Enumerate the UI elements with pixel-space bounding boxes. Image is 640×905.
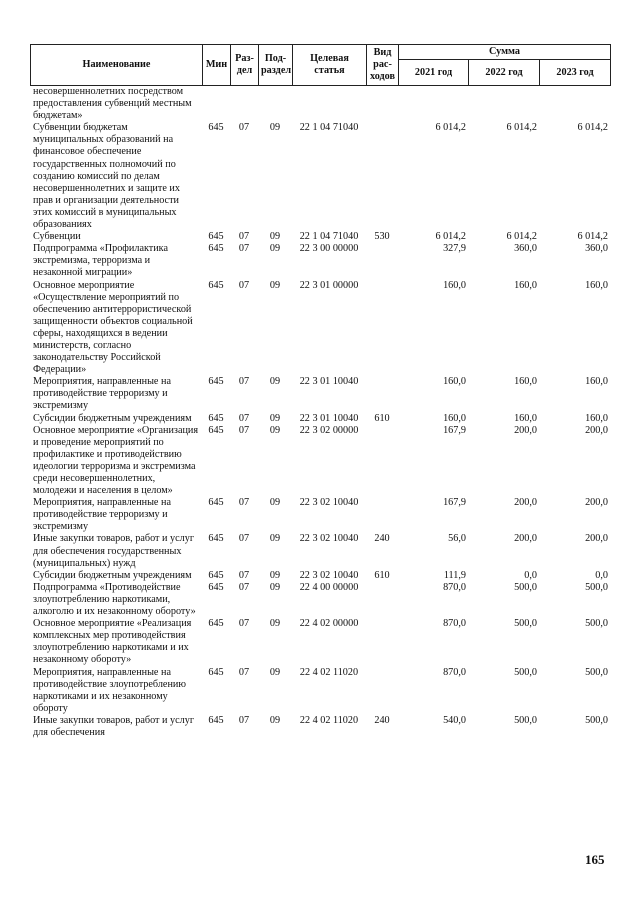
row-sum-2023 <box>539 86 610 122</box>
row-vid: 610 <box>374 412 390 424</box>
row-razdel: 07 <box>238 533 250 545</box>
row-razdel: 07 <box>238 714 250 726</box>
row-name: Мероприятия, направленные на противодействие терроризму и экстремизму <box>33 376 171 412</box>
row-min: 645 <box>208 581 224 593</box>
row-sum-2021: 6 014,2 <box>435 122 466 134</box>
row-razdel: 07 <box>238 122 250 134</box>
col-vid-header: Вид рас- ходов <box>367 45 399 86</box>
row-target: 22 4 00 00000 <box>299 581 359 593</box>
col-name-header: Наименование <box>31 45 203 86</box>
row-podrazdel: 09 <box>269 231 281 243</box>
row-sum-2022: 6 014,2 <box>506 122 537 134</box>
table-row <box>30 618 610 666</box>
row-podrazdel: 09 <box>269 581 281 593</box>
row-name: Иные закупки товаров, работ и услуг для обеспечения государственных (муниципальных) нужд <box>33 533 194 569</box>
row-min <box>202 86 230 122</box>
row-sum-2022: 500,0 <box>514 714 537 726</box>
row-vid <box>366 122 398 231</box>
row-sum-2021: 160,0 <box>443 412 466 424</box>
row-razdel <box>230 86 258 122</box>
row-sum-2022: 160,0 <box>514 412 537 424</box>
row-name: Иные закупки товаров, работ и услуг для обеспечения <box>33 714 194 738</box>
row-sum-2021: 56,0 <box>448 533 466 545</box>
row-razdel: 07 <box>238 412 250 424</box>
row-vid <box>366 425 398 498</box>
row-vid: 530 <box>374 231 390 243</box>
table-row <box>30 122 610 231</box>
table-row <box>30 243 610 279</box>
col-2022-header: 2022 год <box>469 60 540 86</box>
row-vid <box>366 86 398 122</box>
row-podrazdel: 09 <box>269 243 281 255</box>
row-sum-2023: 360,0 <box>585 243 608 255</box>
row-sum-2021: 870,0 <box>443 666 466 678</box>
row-sum-2022: 160,0 <box>514 376 537 388</box>
row-podrazdel: 09 <box>269 618 281 630</box>
row-sum-2022: 500,0 <box>514 666 537 678</box>
row-target: 22 4 02 11020 <box>299 714 359 726</box>
row-target: 22 3 02 10040 <box>299 497 359 509</box>
row-target: 22 3 02 10040 <box>299 533 359 545</box>
row-name: Основное мероприятие «Осуществление мероприятий по обеспечению антитеррористической защищенности объектов социальной сферы, находящихся в ведении министерств, согласно законодательству Российской Федерации» <box>33 279 193 376</box>
row-target: 22 1 04 71040 <box>299 231 359 243</box>
row-razdel: 07 <box>238 376 250 388</box>
row-target: 22 4 02 11020 <box>299 666 359 678</box>
row-vid <box>366 618 398 666</box>
row-podrazdel: 09 <box>269 569 281 581</box>
row-target: 22 3 00 00000 <box>299 243 359 255</box>
row-min: 645 <box>208 497 224 509</box>
row-sum-2023: 200,0 <box>585 424 608 436</box>
row-min: 645 <box>208 231 224 243</box>
row-vid <box>366 582 398 618</box>
page-number: 165 <box>585 852 605 867</box>
col-summa-header: Сумма <box>399 45 611 60</box>
row-sum-2022: 500,0 <box>514 618 537 630</box>
row-vid <box>366 376 398 412</box>
col-target-header: Целевая статья <box>293 45 367 86</box>
row-sum-2022: 160,0 <box>514 279 537 291</box>
row-sum-2022: 0,0 <box>524 569 537 581</box>
row-podrazdel: 09 <box>269 714 281 726</box>
row-name: Субвенции бюджетам муниципальных образований на финансовое обеспечение государственных полномочий по созданию комиссий по делам несовершеннолетних и защите их прав и организации деятельности этих комиссий в муниципальных образованиях <box>33 122 180 231</box>
row-name: Основное мероприятие «Организация и проведение мероприятий по профилактике и противодействию идеологии терроризма и экстремизма среди несовершеннолетних, молодежи и населения в целом» <box>33 424 199 497</box>
row-sum-2022: 200,0 <box>514 497 537 509</box>
table-row <box>30 86 610 122</box>
row-podrazdel: 09 <box>269 122 281 134</box>
table-row <box>30 533 610 569</box>
row-razdel: 07 <box>238 569 250 581</box>
row-min: 645 <box>208 376 224 388</box>
row-sum-2021: 167,9 <box>443 424 466 436</box>
row-podrazdel: 09 <box>269 279 281 291</box>
row-vid <box>366 497 398 533</box>
row-sum-2022: 6 014,2 <box>506 231 537 243</box>
row-podrazdel: 09 <box>269 376 281 388</box>
row-sum-2021: 870,0 <box>443 618 466 630</box>
row-sum-2023: 160,0 <box>585 279 608 291</box>
row-name: Субсидии бюджетным учреждениям <box>33 412 192 424</box>
row-name: Субвенции <box>33 231 81 243</box>
row-min: 645 <box>208 412 224 424</box>
row-sum-2021: 6 014,2 <box>435 231 466 243</box>
row-min: 645 <box>208 279 224 291</box>
table-row <box>30 497 610 533</box>
col-razdel-header: Раз- дел <box>231 45 259 86</box>
table-row <box>30 280 610 377</box>
row-target: 22 3 02 00000 <box>299 424 359 436</box>
row-podrazdel: 09 <box>269 497 281 509</box>
row-target: 22 3 02 10040 <box>299 569 359 581</box>
row-vid: 610 <box>374 569 390 581</box>
row-min: 645 <box>208 666 224 678</box>
row-sum-2021: 160,0 <box>443 279 466 291</box>
row-name: Подпрограмма «Профилактика экстремизма, терроризма и незаконной миграции» <box>33 243 168 279</box>
row-min: 645 <box>208 424 224 436</box>
row-razdel: 07 <box>238 243 250 255</box>
row-sum-2023: 500,0 <box>585 666 608 678</box>
row-min: 645 <box>208 618 224 630</box>
row-sum-2021: 870,0 <box>443 581 466 593</box>
row-target: 22 4 02 00000 <box>299 618 359 630</box>
row-target: 22 1 04 71040 <box>299 122 359 134</box>
row-sum-2023: 6 014,2 <box>577 231 608 243</box>
row-min: 645 <box>208 243 224 255</box>
row-sum-2022: 360,0 <box>514 243 537 255</box>
table-body <box>30 86 610 739</box>
row-sum-2021: 167,9 <box>443 497 466 509</box>
row-sum-2021: 160,0 <box>443 376 466 388</box>
table-row <box>30 715 610 739</box>
row-name: Мероприятия, направленные на противодействие злоупотреблению наркотиками и их незаконному обороту <box>33 666 186 714</box>
table-header <box>30 44 611 86</box>
row-name: Мероприятия, направленные на противодействие терроризму и экстремизму <box>33 497 171 533</box>
row-vid: 240 <box>374 533 390 545</box>
table-row <box>30 667 610 715</box>
row-vid: 240 <box>374 714 390 726</box>
row-sum-2023: 500,0 <box>585 618 608 630</box>
row-sum-2021: 327,9 <box>443 243 466 255</box>
col-podrazdel-header: Под- раздел <box>259 45 293 86</box>
row-min: 645 <box>208 533 224 545</box>
row-min: 645 <box>208 569 224 581</box>
table-row <box>30 582 610 618</box>
row-podrazdel <box>258 86 292 122</box>
row-sum-2021 <box>398 86 468 122</box>
budget-table <box>30 44 610 739</box>
row-razdel: 07 <box>238 618 250 630</box>
row-sum-2023: 500,0 <box>585 581 608 593</box>
row-sum-2023: 500,0 <box>585 714 608 726</box>
row-vid <box>366 667 398 715</box>
row-target: 22 3 01 00000 <box>299 279 359 291</box>
row-podrazdel: 09 <box>269 424 281 436</box>
row-razdel: 07 <box>238 231 250 243</box>
col-2023-header: 2023 год <box>540 60 611 86</box>
row-sum-2022: 500,0 <box>514 581 537 593</box>
row-min: 645 <box>208 122 224 134</box>
row-sum-2023: 200,0 <box>585 533 608 545</box>
row-vid <box>366 280 398 377</box>
table-row <box>30 231 610 243</box>
row-podrazdel: 09 <box>269 666 281 678</box>
row-target: 22 3 01 10040 <box>299 412 359 424</box>
row-sum-2023: 0,0 <box>595 569 608 581</box>
row-podrazdel: 09 <box>269 412 281 424</box>
row-sum-2023: 6 014,2 <box>577 122 608 134</box>
row-podrazdel: 09 <box>269 533 281 545</box>
row-sum-2023: 160,0 <box>585 376 608 388</box>
row-sum-2023: 160,0 <box>585 412 608 424</box>
row-razdel: 07 <box>238 279 250 291</box>
row-name: Субсидии бюджетным учреждениям <box>33 569 192 581</box>
row-target <box>292 86 366 122</box>
row-min: 645 <box>208 714 224 726</box>
row-vid <box>366 243 398 279</box>
row-razdel: 07 <box>238 497 250 509</box>
row-sum-2022: 200,0 <box>514 533 537 545</box>
table-row <box>30 570 610 582</box>
row-razdel: 07 <box>238 424 250 436</box>
row-razdel: 07 <box>238 666 250 678</box>
table-row <box>30 376 610 412</box>
row-name: несовершеннолетних посредством предоставления субвенций местным бюджетам» <box>33 86 192 122</box>
row-sum-2021: 540,0 <box>443 714 466 726</box>
table-row <box>30 413 610 425</box>
row-sum-2021: 111,9 <box>443 569 466 581</box>
row-razdel: 07 <box>238 581 250 593</box>
row-name: Основное мероприятие «Реализация комплексных мер противодействия злоупотреблению наркотиками и их незаконному обороту» <box>33 618 192 666</box>
row-sum-2022 <box>468 86 539 122</box>
row-sum-2022: 200,0 <box>514 424 537 436</box>
row-name: Подпрограмма «Противодействие злоупотреблению наркотиками, алкоголю и их незаконному обороту» <box>33 581 196 618</box>
row-sum-2023: 200,0 <box>585 497 608 509</box>
row-target: 22 3 01 10040 <box>299 376 359 388</box>
col-min-header: Мин <box>203 45 231 86</box>
col-2021-header: 2021 год <box>399 60 469 86</box>
table-row <box>30 425 610 498</box>
